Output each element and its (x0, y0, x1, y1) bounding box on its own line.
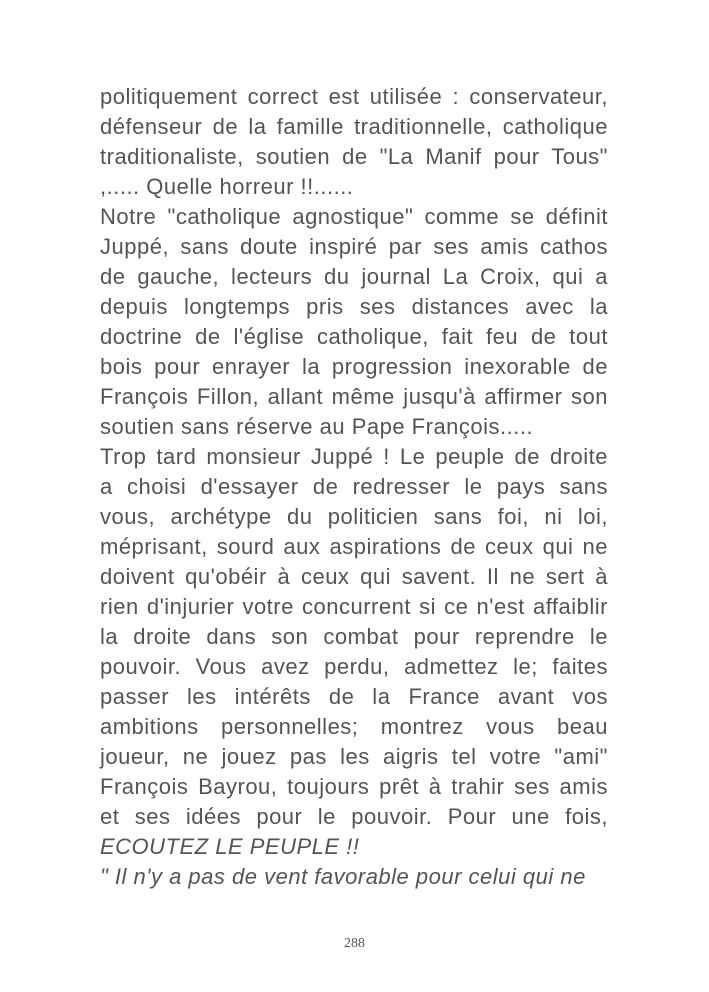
text-line: vous, archétype du politicien sans foi, ni loi, (100, 504, 608, 529)
text-line: ECOUTEZ LE PEUPLE !! (100, 834, 360, 859)
text-line: a choisi d'essayer de redresser le pays sans (100, 474, 608, 499)
text-line: défenseur de la famille traditionnelle, catholique (100, 114, 608, 139)
text-line: Trop tard monsieur Juppé ! Le peuple de droite (100, 444, 608, 469)
page-body-text (100, 82, 608, 892)
text-line: rien d'injurier votre concurrent si ce n'est affaiblir (100, 594, 608, 619)
text-line: politiquement correct est utilisée : conservateur, (100, 84, 608, 109)
text-line: Juppé, sans doute inspiré par ses amis cathos (100, 234, 608, 259)
text-line: de gauche, lecteurs du journal La Croix, qui a (100, 264, 608, 289)
text-line: François Fillon, allant même jusqu'à affirmer son (100, 384, 608, 409)
text-line: méprisant, sourd aux aspirations de ceux qui ne (100, 534, 608, 559)
text-line: François Bayrou, toujours prêt à trahir ses amis (100, 774, 608, 799)
text-line: passer les intérêts de la France avant vos (100, 684, 608, 709)
text-line: doctrine de l'église catholique, fait feu de tout (100, 324, 608, 349)
text-line: la droite dans son combat pour reprendre le (100, 624, 608, 649)
text-line: ambitions personnelles; montrez vous beau (100, 714, 608, 739)
text-line: joueur, ne jouez pas les aigris tel votre "ami" (100, 744, 608, 769)
text-line: bois pour enrayer la progression inexorable de (100, 354, 608, 379)
text-line: soutien sans réserve au Pape François..... (100, 414, 534, 439)
text-line: doivent qu'obéir à ceux qui savent. Il ne sert à (100, 564, 608, 589)
text-line: pouvoir. Vous avez perdu, admettez le; faites (100, 654, 608, 679)
text-line: et ses idées pour le pouvoir. Pour une fois, (100, 804, 608, 829)
text-line: depuis longtemps pris ses distances avec la (100, 294, 608, 319)
page-number: 288 (344, 936, 365, 951)
text-line: Notre "catholique agnostique" comme se définit (100, 204, 608, 229)
text-line: " Il n'y a pas de vent favorable pour celui qui ne (100, 864, 586, 889)
text-line: ,..... Quelle horreur !!...... (100, 174, 354, 199)
text-line: traditionaliste, soutien de "La Manif pour Tous" (100, 144, 608, 169)
